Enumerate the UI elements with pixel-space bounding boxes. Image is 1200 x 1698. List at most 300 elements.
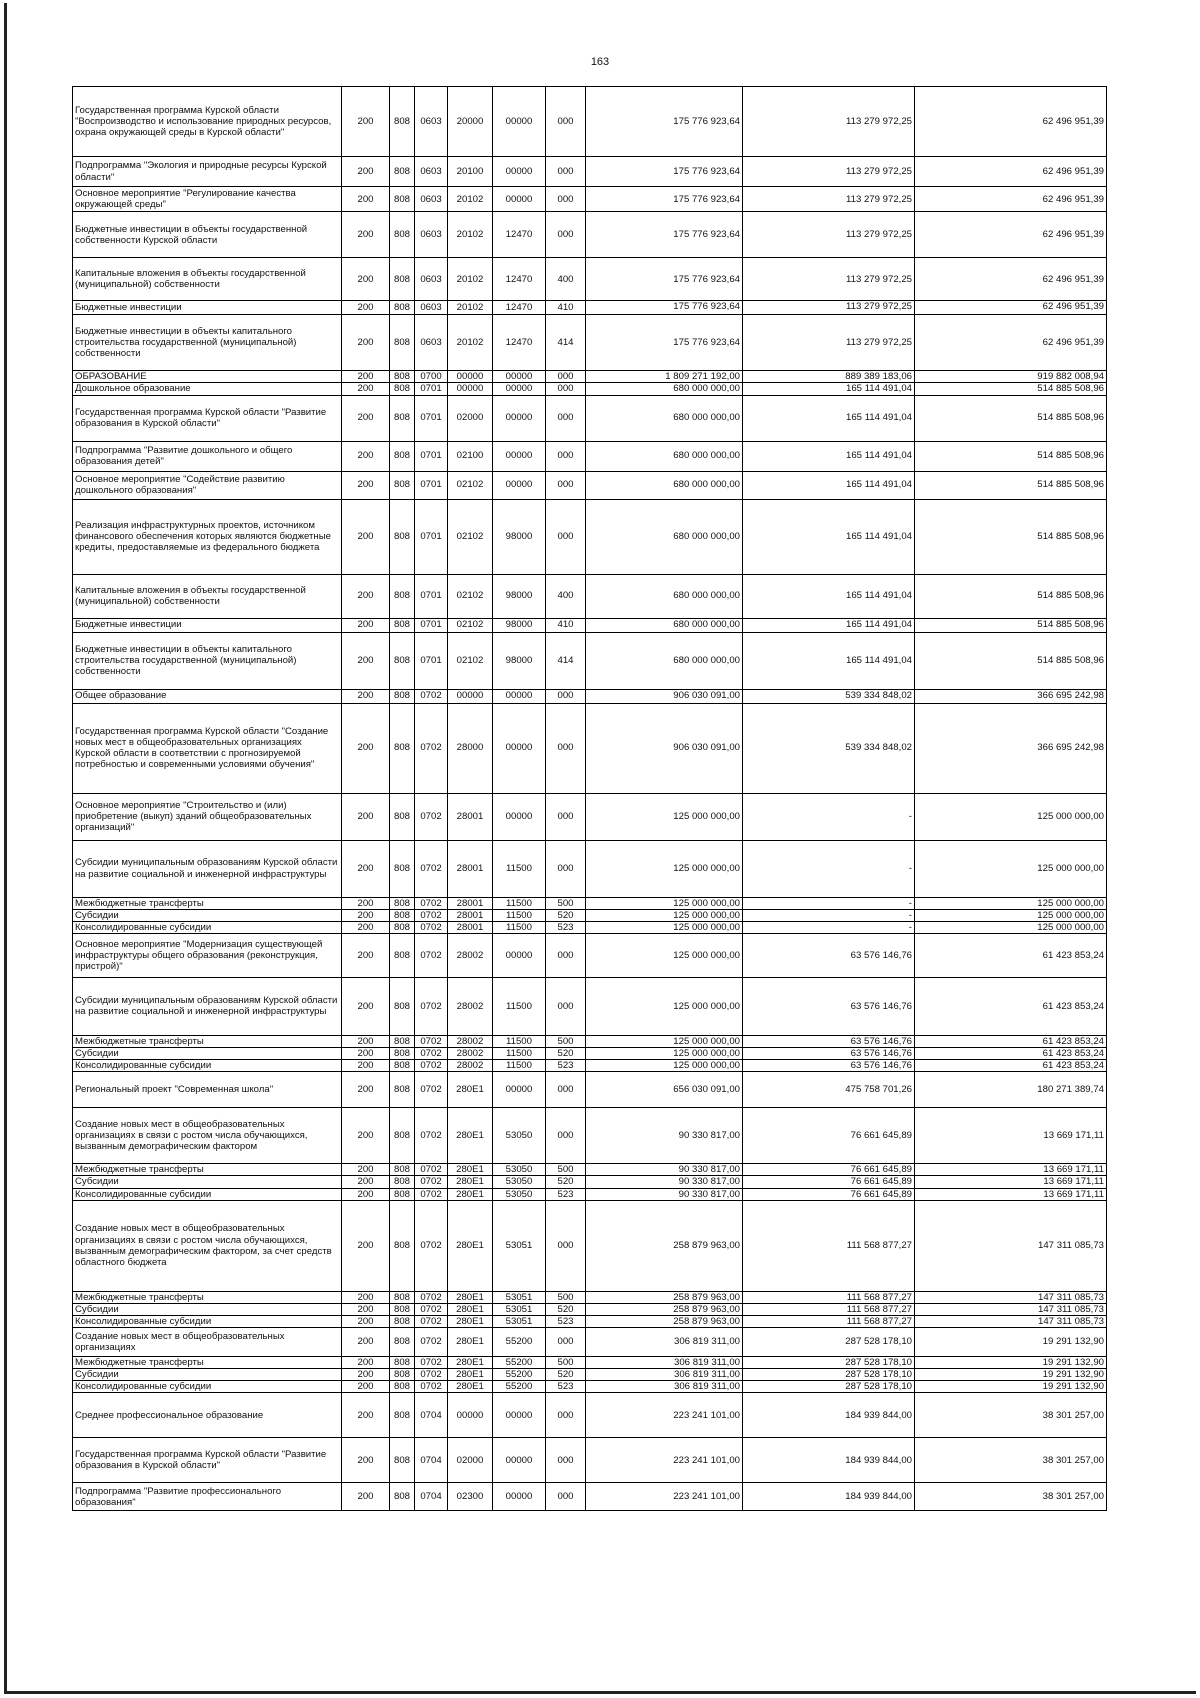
code-admin: 200 [342,258,390,301]
code-ministry: 808 [390,1048,415,1060]
amount-executed: 165 114 491,04 [743,574,915,618]
code-admin: 200 [342,921,390,933]
code-section: 0700 [415,371,448,383]
code-expense-type: 000 [546,212,586,258]
code-expense-type: 400 [546,258,586,301]
amount-planned: 125 000 000,00 [586,897,743,909]
row-name: ОБРАЗОВАНИЕ [73,371,342,383]
code-section: 0603 [415,301,448,315]
table-row [73,933,1107,977]
code-expense-type: 000 [546,383,586,395]
table-row [73,258,1107,301]
code-section: 0603 [415,315,448,371]
code-direction: 00000 [493,689,546,703]
code-section: 0702 [415,840,448,897]
code-direction: 98000 [493,632,546,689]
row-name: Субсидии [73,1048,342,1060]
code-expense-type: 000 [546,87,586,157]
code-admin: 200 [342,1108,390,1164]
amount-executed: - [743,909,915,921]
code-expense-type: 000 [546,977,586,1035]
amount-planned: 90 330 817,00 [586,1108,743,1164]
amount-planned: 175 776 923,64 [586,187,743,212]
code-admin: 200 [342,1164,390,1176]
code-program: 02102 [448,471,493,499]
row-name: Создание новых мест в общеобразовательных организациях в связи с ростом числа обучающихся, вызванным демографическим фактором, за счет средств областного бюджета [73,1200,342,1291]
row-name: Субсидии муниципальным образованиям Курской области на развитие социальной и инженерной инфраструктуры [73,840,342,897]
amount-remaining: 13 669 171,11 [915,1188,1107,1200]
budget-table [72,86,1107,1511]
code-direction: 53051 [493,1303,546,1315]
amount-planned: 223 241 101,00 [586,1393,743,1438]
table-row [73,1060,1107,1072]
amount-remaining: 19 291 132,90 [915,1328,1107,1357]
amount-remaining: 366 695 242,98 [915,703,1107,793]
code-ministry: 808 [390,793,415,840]
code-ministry: 808 [390,371,415,383]
amount-planned: 258 879 963,00 [586,1315,743,1327]
code-direction: 00000 [493,441,546,471]
code-program: 20000 [448,87,493,157]
amount-executed: 889 389 183,06 [743,371,915,383]
row-name: Основное мероприятие "Модернизация существующей инфраструктуры общего образования (реконструкция, пристрой)" [73,933,342,977]
code-ministry: 808 [390,977,415,1035]
row-name: Бюджетные инвестиции в объекты государственной собственности Курской области [73,212,342,258]
code-program: 280E1 [448,1188,493,1200]
code-program: 02000 [448,395,493,441]
code-program: 28002 [448,1048,493,1060]
table-row [73,1381,1107,1393]
code-direction: 11500 [493,1048,546,1060]
code-direction: 98000 [493,574,546,618]
code-program: 20102 [448,187,493,212]
code-ministry: 808 [390,1291,415,1303]
code-ministry: 808 [390,897,415,909]
row-name: Создание новых мест в общеобразовательных организациях [73,1328,342,1357]
amount-remaining: 125 000 000,00 [915,921,1107,933]
amount-remaining: 514 885 508,96 [915,632,1107,689]
code-direction: 98000 [493,618,546,632]
code-section: 0701 [415,441,448,471]
amount-planned: 125 000 000,00 [586,909,743,921]
code-section: 0603 [415,87,448,157]
code-ministry: 808 [390,1483,415,1511]
amount-executed: - [743,793,915,840]
code-section: 0702 [415,1303,448,1315]
amount-executed: 287 528 178,10 [743,1328,915,1357]
amount-planned: 175 776 923,64 [586,301,743,315]
table-row [73,1438,1107,1483]
code-expense-type: 520 [546,1303,586,1315]
code-section: 0704 [415,1393,448,1438]
code-expense-type: 000 [546,499,586,574]
amount-remaining: 61 423 853,24 [915,977,1107,1035]
code-section: 0704 [415,1483,448,1511]
code-expense-type: 500 [546,1291,586,1303]
code-admin: 200 [342,87,390,157]
row-name: Капитальные вложения в объекты государственной (муниципальной) собственности [73,258,342,301]
amount-planned: 125 000 000,00 [586,1048,743,1060]
code-ministry: 808 [390,632,415,689]
code-admin: 200 [342,897,390,909]
code-ministry: 808 [390,1035,415,1047]
code-admin: 200 [342,1035,390,1047]
code-section: 0702 [415,1164,448,1176]
code-ministry: 808 [390,933,415,977]
code-direction: 12470 [493,212,546,258]
row-name: Основное мероприятие "Содействие развитию дошкольного образования" [73,471,342,499]
amount-remaining: 147 311 085,73 [915,1200,1107,1291]
code-expense-type: 523 [546,1060,586,1072]
code-expense-type: 000 [546,840,586,897]
amount-executed: 539 334 848,02 [743,703,915,793]
code-expense-type: 520 [546,1048,586,1060]
code-ministry: 808 [390,471,415,499]
code-expense-type: 000 [546,1483,586,1511]
code-admin: 200 [342,1381,390,1393]
code-expense-type: 000 [546,1393,586,1438]
code-expense-type: 000 [546,703,586,793]
code-program: 02102 [448,499,493,574]
code-ministry: 808 [390,689,415,703]
amount-planned: 90 330 817,00 [586,1164,743,1176]
code-direction: 00000 [493,383,546,395]
amount-planned: 125 000 000,00 [586,1060,743,1072]
code-program: 280E1 [448,1176,493,1188]
code-section: 0701 [415,618,448,632]
code-program: 00000 [448,1393,493,1438]
amount-executed: 76 661 645,89 [743,1108,915,1164]
code-admin: 200 [342,187,390,212]
row-name: Региональный проект "Современная школа" [73,1072,342,1108]
amount-planned: 90 330 817,00 [586,1176,743,1188]
code-direction: 98000 [493,499,546,574]
code-expense-type: 500 [546,1357,586,1369]
table-row [73,371,1107,383]
code-expense-type: 410 [546,618,586,632]
code-program: 280E1 [448,1381,493,1393]
code-section: 0702 [415,1357,448,1369]
row-name: Реализация инфраструктурных проектов, источником финансового обеспечения которых являются бюджетные кредиты, предоставляемые из федерального бюджета [73,499,342,574]
code-expense-type: 000 [546,441,586,471]
amount-executed: 111 568 877,27 [743,1315,915,1327]
row-name: Среднее профессиональное образование [73,1393,342,1438]
amount-remaining: 61 423 853,24 [915,1035,1107,1047]
code-direction: 00000 [493,1483,546,1511]
row-name: Создание новых мест в общеобразовательных организациях в связи с ростом числа обучающихся, вызванным демографическим фактором [73,1108,342,1164]
code-program: 20102 [448,258,493,301]
row-name: Основное мероприятие "Регулирование качества окружающей среды" [73,187,342,212]
code-ministry: 808 [390,1303,415,1315]
amount-executed: 76 661 645,89 [743,1176,915,1188]
code-program: 28002 [448,1060,493,1072]
code-section: 0702 [415,793,448,840]
code-admin: 200 [342,1048,390,1060]
code-program: 00000 [448,689,493,703]
code-program: 20102 [448,212,493,258]
code-expense-type: 000 [546,1200,586,1291]
code-section: 0702 [415,909,448,921]
code-ministry: 808 [390,1438,415,1483]
code-direction: 00000 [493,1438,546,1483]
table-row [73,1328,1107,1357]
code-expense-type: 000 [546,187,586,212]
row-name: Бюджетные инвестиции в объекты капитального строительства государственной (муниципальной) собственности [73,632,342,689]
amount-remaining: 919 882 008,94 [915,371,1107,383]
code-section: 0702 [415,1060,448,1072]
amount-planned: 680 000 000,00 [586,618,743,632]
table-row [73,1035,1107,1047]
row-name: Субсидии [73,1303,342,1315]
code-expense-type: 000 [546,157,586,187]
amount-executed: 475 758 701,26 [743,1072,915,1108]
code-admin: 200 [342,1369,390,1381]
amount-planned: 306 819 311,00 [586,1369,743,1381]
amount-remaining: 180 271 389,74 [915,1072,1107,1108]
row-name: Консолидированные субсидии [73,1315,342,1327]
row-name: Межбюджетные трансферты [73,1164,342,1176]
code-ministry: 808 [390,1108,415,1164]
amount-planned: 680 000 000,00 [586,499,743,574]
code-direction: 53050 [493,1108,546,1164]
page-number: 163 [590,56,610,68]
code-ministry: 808 [390,395,415,441]
table-row [73,1164,1107,1176]
code-section: 0603 [415,258,448,301]
code-direction: 53050 [493,1164,546,1176]
row-name: Межбюджетные трансферты [73,1035,342,1047]
code-section: 0701 [415,471,448,499]
code-program: 280E1 [448,1303,493,1315]
code-admin: 200 [342,618,390,632]
table-row [73,977,1107,1035]
code-admin: 200 [342,933,390,977]
amount-planned: 680 000 000,00 [586,395,743,441]
code-expense-type: 000 [546,1438,586,1483]
code-ministry: 808 [390,187,415,212]
row-name: Государственная программа Курской области "Развитие образования в Курской области" [73,395,342,441]
code-section: 0701 [415,632,448,689]
table-row [73,793,1107,840]
code-direction: 53051 [493,1315,546,1327]
code-ministry: 808 [390,921,415,933]
amount-planned: 656 030 091,00 [586,1072,743,1108]
code-direction: 11500 [493,977,546,1035]
code-ministry: 808 [390,212,415,258]
amount-remaining: 147 311 085,73 [915,1315,1107,1327]
code-ministry: 808 [390,1060,415,1072]
row-name: Государственная программа Курской области "Создание новых мест в общеобразовательных организациях Курской области в соответствии с прогнозируемой потребностью и современными условиями обучения" [73,703,342,793]
amount-executed: 165 114 491,04 [743,471,915,499]
code-direction: 11500 [493,840,546,897]
code-program: 280E1 [448,1357,493,1369]
amount-executed: 63 576 146,76 [743,1035,915,1047]
row-name: Консолидированные субсидии [73,1060,342,1072]
table-row [73,618,1107,632]
code-direction: 11500 [493,921,546,933]
code-program: 28002 [448,977,493,1035]
code-direction: 55200 [493,1369,546,1381]
code-ministry: 808 [390,1188,415,1200]
amount-remaining: 514 885 508,96 [915,383,1107,395]
code-program: 20100 [448,157,493,187]
amount-remaining: 38 301 257,00 [915,1483,1107,1511]
code-admin: 200 [342,1072,390,1108]
table-row [73,1357,1107,1369]
amount-planned: 90 330 817,00 [586,1188,743,1200]
code-expense-type: 500 [546,897,586,909]
table-row [73,840,1107,897]
amount-executed: 539 334 848,02 [743,689,915,703]
amount-executed: 113 279 972,25 [743,258,915,301]
code-admin: 200 [342,1483,390,1511]
code-expense-type: 520 [546,1176,586,1188]
amount-executed: 76 661 645,89 [743,1188,915,1200]
code-direction: 12470 [493,301,546,315]
amount-remaining: 38 301 257,00 [915,1438,1107,1483]
code-admin: 200 [342,1315,390,1327]
code-admin: 200 [342,395,390,441]
amount-executed: 287 528 178,10 [743,1381,915,1393]
amount-remaining: 62 496 951,39 [915,212,1107,258]
code-direction: 55200 [493,1357,546,1369]
table-row [73,921,1107,933]
amount-executed: - [743,840,915,897]
amount-planned: 223 241 101,00 [586,1438,743,1483]
amount-executed: 111 568 877,27 [743,1303,915,1315]
amount-remaining: 19 291 132,90 [915,1369,1107,1381]
code-direction: 11500 [493,1035,546,1047]
table-row [73,87,1107,157]
amount-remaining: 61 423 853,24 [915,933,1107,977]
table-row [73,1108,1107,1164]
code-section: 0603 [415,212,448,258]
code-section: 0702 [415,1315,448,1327]
code-direction: 00000 [493,371,546,383]
table-row [73,499,1107,574]
amount-remaining: 13 669 171,11 [915,1164,1107,1176]
amount-remaining: 19 291 132,90 [915,1381,1107,1393]
row-name: Дошкольное образование [73,383,342,395]
amount-planned: 680 000 000,00 [586,441,743,471]
code-direction: 00000 [493,87,546,157]
amount-executed: 165 114 491,04 [743,632,915,689]
code-section: 0702 [415,1188,448,1200]
amount-remaining: 38 301 257,00 [915,1393,1107,1438]
code-admin: 200 [342,212,390,258]
code-section: 0702 [415,1176,448,1188]
code-admin: 200 [342,1357,390,1369]
amount-planned: 125 000 000,00 [586,840,743,897]
amount-executed: 287 528 178,10 [743,1357,915,1369]
code-direction: 00000 [493,1072,546,1108]
code-ministry: 808 [390,157,415,187]
amount-executed: 184 939 844,00 [743,1438,915,1483]
code-admin: 200 [342,471,390,499]
code-expense-type: 520 [546,909,586,921]
code-section: 0702 [415,1381,448,1393]
code-expense-type: 500 [546,1035,586,1047]
code-section: 0704 [415,1438,448,1483]
code-admin: 200 [342,1188,390,1200]
code-section: 0702 [415,933,448,977]
amount-executed: 287 528 178,10 [743,1369,915,1381]
code-expense-type: 400 [546,574,586,618]
amount-remaining: 62 496 951,39 [915,315,1107,371]
code-section: 0701 [415,395,448,441]
row-name: Субсидии [73,1176,342,1188]
amount-executed: 165 114 491,04 [743,499,915,574]
code-ministry: 808 [390,1393,415,1438]
amount-planned: 680 000 000,00 [586,574,743,618]
amount-remaining: 125 000 000,00 [915,897,1107,909]
table-row [73,909,1107,921]
amount-remaining: 61 423 853,24 [915,1048,1107,1060]
code-ministry: 808 [390,1176,415,1188]
row-name: Основное мероприятие "Строительство и (или) приобретение (выкуп) зданий общеобразовательных организаций" [73,793,342,840]
code-ministry: 808 [390,1072,415,1108]
amount-executed: 165 114 491,04 [743,618,915,632]
code-program: 280E1 [448,1315,493,1327]
amount-remaining: 62 496 951,39 [915,301,1107,315]
code-section: 0603 [415,187,448,212]
code-direction: 11500 [493,897,546,909]
amount-executed: - [743,921,915,933]
code-expense-type: 000 [546,371,586,383]
row-name: Консолидированные субсидии [73,921,342,933]
code-admin: 200 [342,441,390,471]
amount-executed: 111 568 877,27 [743,1291,915,1303]
table-row [73,1188,1107,1200]
code-section: 0702 [415,689,448,703]
code-admin: 200 [342,1060,390,1072]
amount-remaining: 147 311 085,73 [915,1303,1107,1315]
code-admin: 200 [342,157,390,187]
amount-planned: 175 776 923,64 [586,258,743,301]
code-expense-type: 000 [546,689,586,703]
amount-remaining: 19 291 132,90 [915,1357,1107,1369]
amount-planned: 306 819 311,00 [586,1328,743,1357]
code-ministry: 808 [390,1200,415,1291]
code-direction: 00000 [493,703,546,793]
amount-planned: 680 000 000,00 [586,632,743,689]
amount-remaining: 125 000 000,00 [915,793,1107,840]
amount-planned: 306 819 311,00 [586,1357,743,1369]
code-admin: 200 [342,632,390,689]
amount-planned: 125 000 000,00 [586,977,743,1035]
row-name: Бюджетные инвестиции [73,618,342,632]
code-expense-type: 523 [546,921,586,933]
amount-planned: 125 000 000,00 [586,793,743,840]
code-ministry: 808 [390,909,415,921]
amount-planned: 258 879 963,00 [586,1200,743,1291]
table-row [73,157,1107,187]
code-expense-type: 500 [546,1164,586,1176]
code-ministry: 808 [390,1328,415,1357]
code-section: 0702 [415,1035,448,1047]
amount-executed: 113 279 972,25 [743,315,915,371]
amount-executed: 113 279 972,25 [743,157,915,187]
table-row [73,1048,1107,1060]
table-row [73,301,1107,315]
code-admin: 200 [342,1438,390,1483]
amount-executed: - [743,897,915,909]
code-admin: 200 [342,1328,390,1357]
code-admin: 200 [342,383,390,395]
table-row [73,703,1107,793]
code-expense-type: 414 [546,632,586,689]
amount-remaining: 147 311 085,73 [915,1291,1107,1303]
